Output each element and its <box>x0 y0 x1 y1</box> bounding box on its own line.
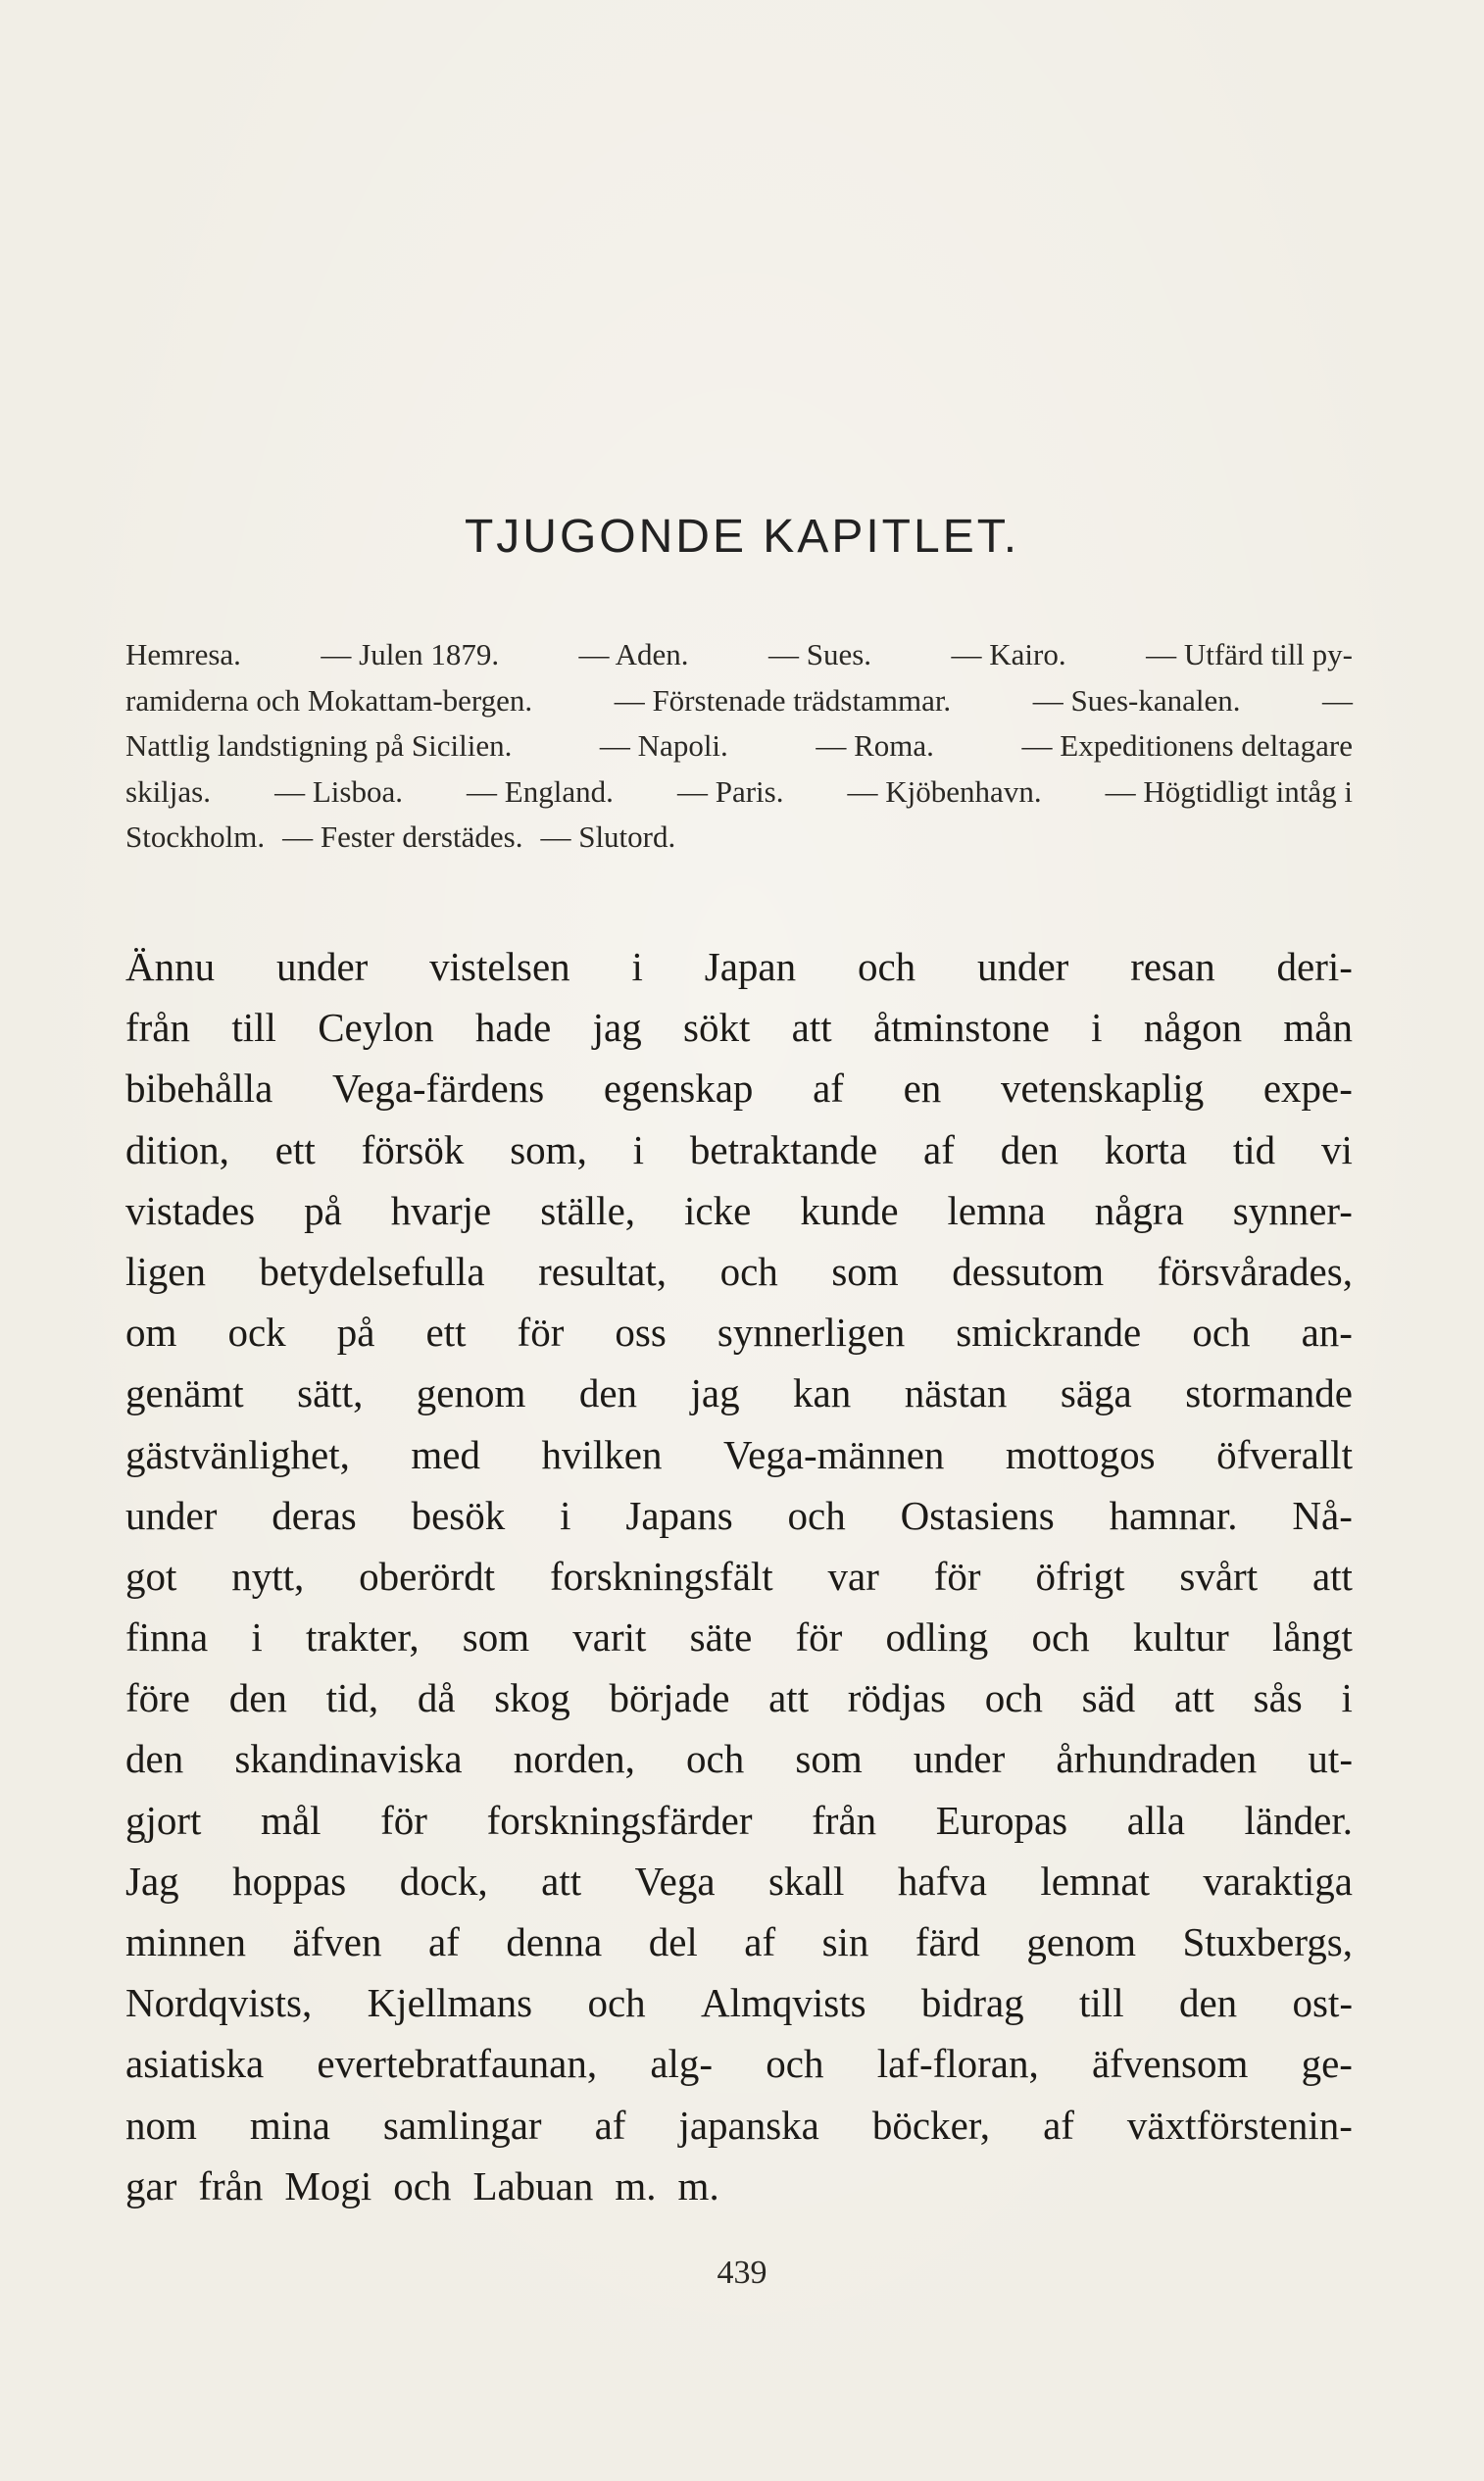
word: under <box>976 944 1069 989</box>
word: lemna <box>947 1187 1046 1233</box>
word: alla <box>1126 1797 1185 1843</box>
word: från <box>125 1005 191 1051</box>
word: i <box>560 1492 571 1538</box>
summary-segment: — Aden. <box>578 637 689 671</box>
text-line <box>125 997 1353 1058</box>
word: den <box>125 1736 184 1782</box>
word: länder. <box>1244 1797 1353 1843</box>
word: genämt <box>125 1370 244 1416</box>
word: ett <box>274 1126 316 1172</box>
word: ett <box>425 1310 467 1356</box>
text-line <box>125 1241 1353 1302</box>
summary-segment: — <box>1321 682 1353 718</box>
text-line <box>125 1790 1353 1851</box>
word: böcker, <box>871 2102 991 2148</box>
word: och <box>686 1736 745 1782</box>
summary-segment: — Högtidligt intåg i <box>1105 773 1353 809</box>
word: om <box>125 1310 177 1356</box>
text-line <box>125 1363 1353 1423</box>
word: på <box>336 1310 375 1356</box>
word: att <box>768 1675 810 1721</box>
word: synnerligen <box>717 1310 906 1356</box>
word: skandinaviska <box>234 1736 463 1782</box>
text-line <box>125 1424 1353 1485</box>
word: i <box>632 1126 645 1172</box>
summary-segment: — Napoli. <box>599 728 728 763</box>
word: Japan <box>704 944 797 989</box>
word: trakter, <box>306 1614 420 1661</box>
word: expe- <box>1262 1066 1353 1112</box>
word: vi <box>1320 1126 1353 1172</box>
text-line <box>125 1180 1353 1241</box>
word: ost- <box>1292 1980 1353 2026</box>
word: Nå- <box>1292 1492 1353 1538</box>
word: Labuan <box>472 2162 594 2208</box>
word: m. <box>615 2162 657 2208</box>
word: gar <box>125 2162 177 2208</box>
word: säd <box>1081 1675 1136 1721</box>
word: dock, <box>399 1858 488 1904</box>
word: ställe, <box>540 1187 636 1233</box>
word: som <box>462 1614 530 1661</box>
word: Mogi <box>284 2162 372 2208</box>
text-line <box>125 936 1353 997</box>
word: började <box>609 1675 730 1721</box>
word: försvårades, <box>1157 1248 1353 1294</box>
word: som, <box>510 1126 587 1172</box>
word: hade <box>474 1005 552 1051</box>
word: korta <box>1104 1126 1187 1172</box>
chapter-summary <box>125 632 1353 861</box>
word: ge- <box>1301 2041 1353 2087</box>
summary-segment: — Lisboa. <box>274 773 403 809</box>
word: århundraden <box>1056 1736 1258 1782</box>
summary-segment: — Fester derstädes. <box>282 819 523 854</box>
text-line <box>125 1119 1353 1180</box>
word: Kjellmans <box>367 1980 533 2026</box>
word: säte <box>689 1614 753 1661</box>
word: säga <box>1060 1370 1132 1416</box>
word: före <box>125 1675 191 1721</box>
summary-segment: — Sues. <box>767 637 872 671</box>
word: under <box>125 1492 218 1538</box>
word: forskningsfält <box>549 1553 773 1599</box>
text-line <box>125 1728 1353 1789</box>
summary-segment: — Utfärd till py- <box>1146 637 1353 671</box>
summary-segment: — Expeditionens deltagare <box>1021 728 1353 763</box>
word: hamnar. <box>1109 1492 1238 1538</box>
word: an- <box>1301 1310 1353 1356</box>
word: i <box>251 1614 263 1661</box>
word: synner- <box>1232 1187 1353 1233</box>
text-line <box>125 2033 1353 2094</box>
word: oss <box>615 1310 667 1356</box>
word: som <box>831 1248 899 1294</box>
word: evertebratfaunan, <box>317 2041 598 2087</box>
word: den <box>1000 1126 1059 1172</box>
summary-segment: Hemresa. <box>125 637 241 671</box>
word: tid <box>1232 1126 1276 1172</box>
word: till <box>231 1005 276 1051</box>
word: del <box>648 1919 698 1964</box>
summary-segment: Stockholm. <box>125 819 266 854</box>
word: äfven <box>292 1919 382 1964</box>
text-line <box>125 1667 1353 1728</box>
word: ligen <box>125 1248 206 1294</box>
text-line <box>125 1607 1353 1667</box>
word: för <box>380 1797 427 1843</box>
page-number: 439 <box>717 2255 767 2291</box>
word: norden, <box>513 1736 635 1782</box>
word: sökt <box>683 1005 751 1051</box>
word: betydelsefulla <box>259 1248 485 1294</box>
word: i <box>1091 1005 1103 1051</box>
word: alg- <box>650 2041 714 2087</box>
word: af <box>813 1066 844 1112</box>
word: och <box>393 2162 452 2208</box>
word: Ceylon <box>318 1005 434 1051</box>
summary-line <box>125 815 1353 861</box>
word: af <box>594 2102 626 2148</box>
word: genom <box>416 1370 526 1416</box>
word: smickrande <box>956 1310 1142 1356</box>
word: att <box>1311 1553 1353 1599</box>
word: från <box>198 2162 264 2208</box>
word: af <box>427 1919 460 1964</box>
summary-line <box>125 723 1353 769</box>
word: m. <box>677 2162 719 2208</box>
word: bibehålla <box>125 1066 273 1112</box>
word: ock <box>227 1310 286 1356</box>
word: mål <box>261 1797 322 1843</box>
word: kunde <box>800 1187 899 1233</box>
word: Stuxbergs, <box>1182 1919 1353 1964</box>
word: då <box>417 1675 456 1721</box>
word: växtförstenin- <box>1126 2102 1353 2148</box>
word: mina <box>249 2102 330 2148</box>
word: för <box>795 1614 843 1661</box>
summary-segment: — Paris. <box>676 773 784 809</box>
word: åtminstone <box>872 1005 1050 1051</box>
word: den <box>1178 1980 1238 2026</box>
word: kultur <box>1132 1614 1229 1661</box>
word: och <box>719 1248 778 1294</box>
summary-segment: — Julen 1879. <box>321 637 500 671</box>
word: och <box>766 2041 824 2087</box>
word: jag <box>592 1005 642 1051</box>
word: öfrigt <box>1035 1553 1125 1599</box>
word: Japans <box>625 1492 733 1538</box>
word: och <box>787 1492 846 1538</box>
word: med <box>411 1431 480 1477</box>
word: hvilken <box>541 1431 663 1477</box>
word: hoppas <box>232 1858 347 1904</box>
word: got <box>125 1553 177 1599</box>
word: som <box>795 1736 863 1782</box>
word: långt <box>1271 1614 1353 1661</box>
word: dessutom <box>952 1248 1105 1294</box>
word: var <box>827 1553 879 1599</box>
word: sätt, <box>297 1370 364 1416</box>
summary-segment: skiljas. <box>125 773 211 809</box>
summary-line <box>125 678 1353 724</box>
text-line <box>125 1546 1353 1607</box>
text-line <box>125 2095 1353 2156</box>
word: den <box>228 1675 287 1721</box>
word: kan <box>793 1370 852 1416</box>
summary-segment: — Kairo. <box>951 637 1066 671</box>
word: denna <box>506 1919 603 1964</box>
word: och <box>1192 1310 1251 1356</box>
word: varaktiga <box>1203 1858 1353 1904</box>
word: Nordqvists, <box>125 1980 313 2026</box>
word: deri- <box>1276 944 1353 989</box>
word: japanska <box>678 2102 819 2148</box>
word: dition, <box>125 1126 229 1172</box>
summary-segment: — Roma. <box>816 728 934 763</box>
summary-line <box>125 769 1353 816</box>
word: finna <box>125 1614 209 1661</box>
word: skall <box>767 1858 845 1904</box>
summary-segment: — England. <box>467 773 614 809</box>
word: svårt <box>1179 1553 1259 1599</box>
word: Vega-färdens <box>331 1066 545 1112</box>
word: nom <box>125 2102 197 2148</box>
word: för <box>933 1553 981 1599</box>
word: minnen <box>125 1919 246 1964</box>
text-line <box>125 2156 1353 2216</box>
body-paragraph <box>125 936 1353 2216</box>
word: af <box>744 1919 776 1964</box>
word: forskningsfärder <box>486 1797 753 1843</box>
word: vistades <box>125 1187 256 1233</box>
word: Ostasiens <box>900 1492 1055 1538</box>
word: samlingar <box>382 2102 542 2148</box>
word: besök <box>411 1492 506 1538</box>
word: några <box>1094 1187 1184 1233</box>
word: på <box>304 1187 342 1233</box>
word: och <box>984 1675 1043 1721</box>
text-line <box>125 1911 1353 1972</box>
word: och <box>857 944 916 989</box>
word: af <box>1043 2102 1074 2148</box>
word: under <box>275 944 369 989</box>
word: vetenskaplig <box>1000 1066 1205 1112</box>
word: af <box>923 1126 955 1172</box>
word: rödjas <box>847 1675 946 1721</box>
word: i <box>631 944 643 989</box>
word: jag <box>690 1370 740 1416</box>
word: tid, <box>325 1675 379 1721</box>
summary-line <box>125 632 1353 678</box>
word: laf-floran, <box>876 2041 1039 2087</box>
text-line <box>125 1972 1353 2033</box>
word: egenskap <box>603 1066 754 1112</box>
word: färd <box>915 1919 980 1964</box>
word: Ännu <box>125 944 216 989</box>
word: i <box>1341 1675 1353 1721</box>
summary-segment: — Kjöbenhavn. <box>847 773 1042 809</box>
word: nästan <box>904 1370 1008 1416</box>
word: öfverallt <box>1216 1431 1353 1477</box>
word: Europas <box>935 1797 1068 1843</box>
word: Vega-männen <box>723 1431 945 1477</box>
summary-segment: ramiderna och Mokattam-bergen. <box>125 682 533 718</box>
word: betraktande <box>689 1126 878 1172</box>
text-line <box>125 1058 1353 1118</box>
word: den <box>578 1370 638 1416</box>
word: från <box>812 1797 877 1843</box>
word: skog <box>494 1675 570 1721</box>
word: en <box>903 1066 942 1112</box>
word: mån <box>1283 1005 1353 1051</box>
summary-segment: — Slutord. <box>540 819 676 854</box>
word: försök <box>361 1126 465 1172</box>
word: under <box>913 1736 1006 1782</box>
word: odling <box>885 1614 989 1661</box>
word: mottogos <box>1005 1431 1156 1477</box>
word: ut- <box>1308 1736 1353 1782</box>
text-line <box>125 1485 1353 1546</box>
word: hafva <box>897 1858 987 1904</box>
word: hvarje <box>390 1187 492 1233</box>
summary-segment: — Sues-kanalen. <box>1032 682 1241 718</box>
chapter-title: TJUGONDE KAPITLET. <box>464 511 1020 563</box>
word: till <box>1079 1980 1124 2026</box>
word: resan <box>1130 944 1215 989</box>
word: att <box>791 1005 832 1051</box>
word: oberördt <box>359 1553 496 1599</box>
word: icke <box>684 1187 752 1233</box>
word: för <box>517 1310 565 1356</box>
word: och <box>1031 1614 1090 1661</box>
word: gästvänlighet, <box>125 1431 350 1477</box>
word: lemnat <box>1040 1858 1150 1904</box>
word: att <box>541 1858 582 1904</box>
word: vistelsen <box>429 944 570 989</box>
summary-segment: Nattlig landstigning på Sicilien. <box>125 728 513 763</box>
summary-segment: — Förstenade trädstammar. <box>614 682 952 718</box>
word: resultat, <box>538 1248 668 1294</box>
word: Jag <box>125 1858 179 1904</box>
word: genom <box>1026 1919 1136 1964</box>
word: Vega <box>634 1858 716 1904</box>
word: asiatiska <box>125 2041 265 2087</box>
word: att <box>1173 1675 1214 1721</box>
word: och <box>587 1980 646 2026</box>
word: äfvensom <box>1091 2041 1249 2087</box>
word: gjort <box>125 1797 202 1843</box>
word: stormande <box>1185 1370 1353 1416</box>
word: bidrag <box>920 1980 1024 2026</box>
word: sin <box>821 1919 869 1964</box>
word: sås <box>1253 1675 1303 1721</box>
text-line <box>125 1851 1353 1911</box>
text-line <box>125 1302 1353 1363</box>
word: varit <box>572 1614 647 1661</box>
word: deras <box>272 1492 357 1538</box>
word: någon <box>1143 1005 1243 1051</box>
word: nytt, <box>231 1553 305 1599</box>
word: Almqvists <box>700 1980 866 2026</box>
